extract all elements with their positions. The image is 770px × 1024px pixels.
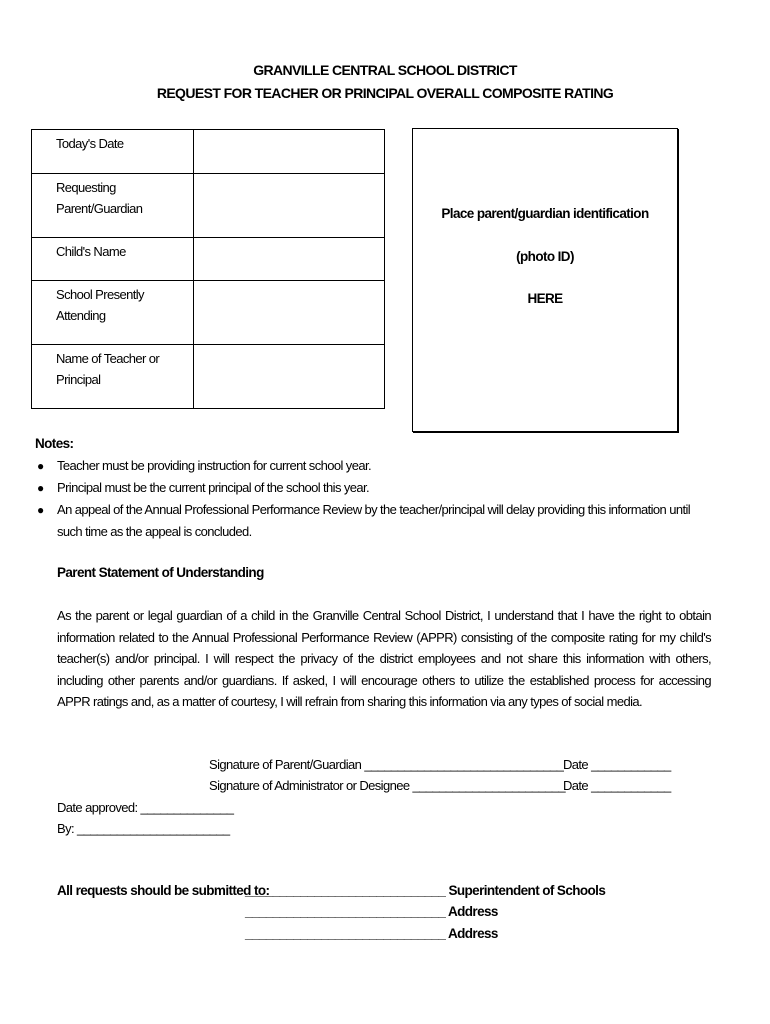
bullet-icon: ● xyxy=(37,481,44,495)
admin-date-line[interactable]: Date ____________ xyxy=(563,778,671,793)
table-row xyxy=(32,174,385,238)
photo-id-box xyxy=(412,128,678,432)
photo-box-here: HERE xyxy=(527,291,563,306)
admin-signature-line[interactable]: Signature of Administrator or Designee _______________________ xyxy=(209,778,565,793)
childs-name-label: Child's Name xyxy=(32,238,194,281)
address-line[interactable]: _____________________________ Address xyxy=(245,926,498,941)
table-row xyxy=(32,238,385,281)
list-item: ● Teacher must be providing instruction for current school year. xyxy=(37,455,717,477)
approved-by-line[interactable]: By: _______________________ xyxy=(57,821,230,836)
table-row xyxy=(32,345,385,409)
photo-box-instruction: Place parent/guardian identification xyxy=(441,206,649,221)
bullet-icon: ● xyxy=(37,459,44,473)
childs-name-field[interactable] xyxy=(194,238,385,281)
photo-box-photo-id: (photo ID) xyxy=(516,249,574,264)
todays-date-label: Today's Date xyxy=(32,130,194,174)
district-name: GRANVILLE CENTRAL SCHOOL DISTRICT xyxy=(253,62,517,78)
list-item: ● An appeal of the Annual Professional Performance Review by the teacher/principal will delay providing this information until such time as the appeal is concluded. xyxy=(37,499,717,543)
list-item: ● Principal must be the current principal of the school this year. xyxy=(37,477,717,499)
request-info-table xyxy=(31,129,385,409)
bullet-icon: ● xyxy=(37,503,44,517)
form-title: REQUEST FOR TEACHER OR PRINCIPAL OVERALL COMPOSITE RATING xyxy=(156,85,614,101)
table-row xyxy=(32,130,385,174)
todays-date-field[interactable] xyxy=(194,130,385,174)
statement-body: As the parent or legal guardian of a child in the Granville Central School District, I understand that I have the right to obtain information related to the Annual Professional Performance Review (APPR) consisting of the composite rating for my child's teacher(s) and/or principal. I will respect the privacy of the district employees and not share this information with others, including other parents and/or guardians. If asked, I will encourage others to utilize the established process for accessing APPR ratings and, as a matter of courtesy, I will refrain from sharing this information via any types of social media. xyxy=(57,608,711,709)
notes-list xyxy=(37,455,717,543)
teacher-name-field[interactable] xyxy=(194,345,385,409)
requesting-parent-label: Requesting Parent/Guardian xyxy=(32,174,194,238)
parent-date-line[interactable]: Date ____________ xyxy=(563,757,671,772)
submit-to-label: All requests should be submitted to: xyxy=(57,883,270,898)
notes-heading: Notes: xyxy=(35,436,74,451)
teacher-name-label: Name of Teacher or Principal xyxy=(32,345,194,409)
address-line[interactable]: _____________________________ Address xyxy=(245,904,498,919)
date-approved-line[interactable]: Date approved: ______________ xyxy=(57,800,234,815)
parent-signature-line[interactable]: Signature of Parent/Guardian ______________________________ xyxy=(209,757,564,772)
table-row xyxy=(32,281,385,345)
requesting-parent-field[interactable] xyxy=(194,174,385,238)
school-attending-field[interactable] xyxy=(194,281,385,345)
superintendent-line[interactable]: _____________________________ Superintendent of Schools xyxy=(245,883,606,898)
statement-heading: Parent Statement of Understanding xyxy=(57,565,264,580)
school-attending-label: School Presently Attending xyxy=(32,281,194,345)
